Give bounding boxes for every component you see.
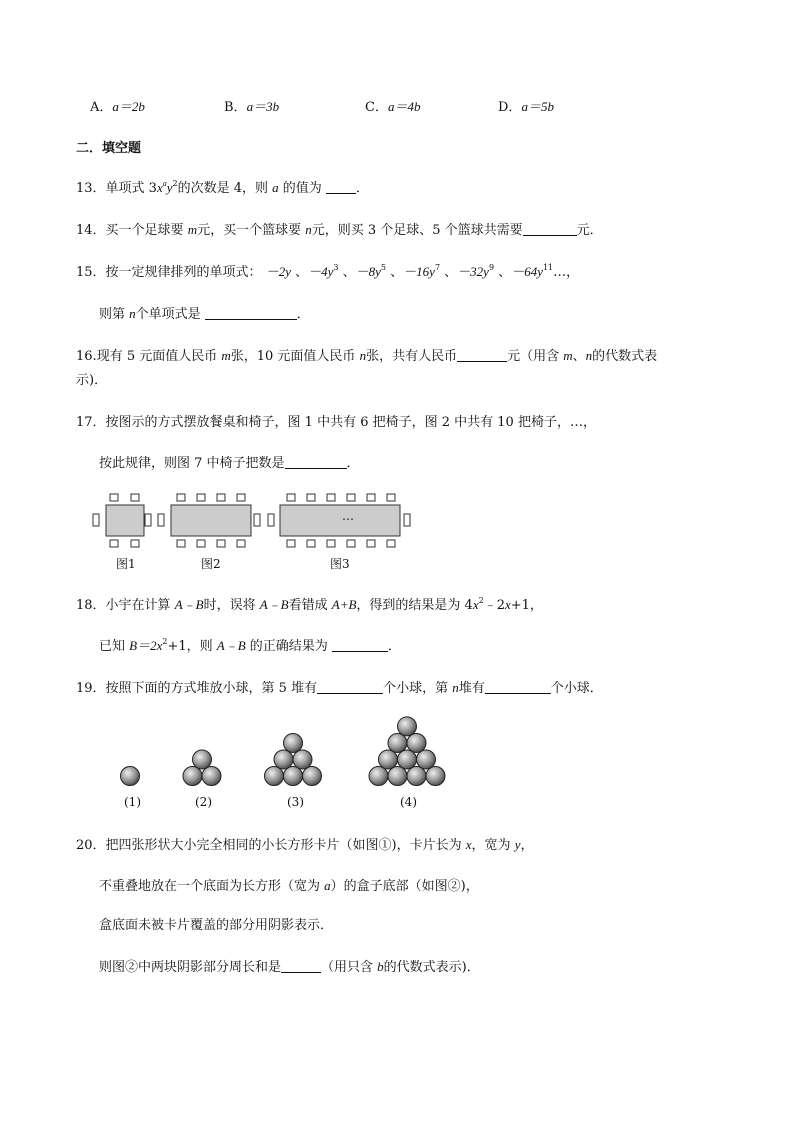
section-title: 二．填空题: [76, 141, 142, 156]
answer-blank[interactable]: [523, 223, 577, 236]
question-18: 18．小宇在计算 A﹣B时，误将 A﹣B看错成 A+B，得到的结果是为 $4x^2﹣2x+1$，: [76, 596, 543, 613]
ball: [274, 750, 293, 769]
answer-blank[interactable]: [332, 639, 388, 652]
answer-blank[interactable]: [285, 456, 347, 469]
ball: [284, 767, 303, 786]
question-20-line2: 不重叠地放在一个底面为长方形（宽为 a）的盒子底部（如图②)，: [99, 878, 479, 894]
question-18-line2: 已知 $B=2x^2+1$，则 A﹣B 的正确结果为 ．: [99, 637, 401, 654]
tables-and-chairs-figure: [88, 490, 468, 550]
figure-caption: 图1: [116, 557, 136, 571]
table-2: [171, 505, 251, 536]
ball: [426, 767, 445, 786]
question-14: 14．买一个足球要 m元，买一个篮球要 n元，则买 3 个足球、5 个篮球共需要 元．: [76, 222, 603, 238]
ball: [183, 767, 202, 786]
answer-blank[interactable]: [205, 307, 297, 320]
ball: [284, 733, 303, 752]
answer-blank[interactable]: [281, 960, 321, 973]
table-1: [106, 505, 144, 536]
ball: [121, 767, 140, 786]
ball: [388, 733, 407, 752]
figure-caption: 图2: [201, 557, 221, 571]
figure-caption: 图3: [330, 557, 350, 571]
question-15-line2: 则第 n个单项式是 ．: [99, 306, 310, 322]
question-17: 17．按图示的方式摆放餐桌和椅子，图 1 中共有 6 把椅子，图 2 中共有 10 把椅子，…，: [76, 415, 596, 430]
question-20-line3: 盒底面未被卡片覆盖的部分用阴影表示．: [99, 918, 334, 933]
question-16-line2: 示)．: [76, 373, 108, 388]
ball-stacks-figure: [110, 710, 460, 790]
ball: [379, 750, 398, 769]
option-c: C．a＝4b: [365, 99, 421, 115]
ball: [193, 750, 212, 769]
table-3: [280, 505, 400, 536]
question-17-line2: 按此规律，则图 7 中椅子把数是 ．: [99, 456, 360, 471]
ball: [293, 750, 312, 769]
ball: [303, 767, 322, 786]
ball: [417, 750, 436, 769]
question-16: 16.现有 5 元面值人民币 m张，10 元面值人民币 n张，共有人民币 元（用含 m、n的代数式表: [76, 348, 658, 364]
answer-blank[interactable]: [317, 681, 383, 694]
monomial-sequence: －2y 、$-4y^3$ 、$-8y^5$ 、$-16y^7$ 、$-32y^9$ 、$-64y^{11}\dots$，: [265, 263, 580, 280]
answer-blank[interactable]: [326, 181, 356, 194]
question-13: 13．单项式 $3x^ay^2$的次数是 4，则 a 的值为 ．: [76, 179, 369, 196]
option-d: D．a＝5b: [498, 99, 554, 115]
option-b: B．a＝3b: [224, 99, 280, 115]
figure-caption: (3): [287, 795, 304, 809]
question-15: 15．按一定规律排列的单项式： －2y 、$-4y^3$ 、$-8y^5$ 、$-16y^7$ 、$-32y^9$ 、$-64y^{11}\dots$，: [76, 263, 580, 280]
ball: [398, 750, 417, 769]
ball: [388, 767, 407, 786]
ball: [369, 767, 388, 786]
question-20: 20．把四张形状大小完全相同的小长方形卡片（如图①)，卡片长为 x，宽为 y，: [76, 837, 534, 853]
question-19: 19．按照下面的方式堆放小球，第 5 堆有 个小球，第 n堆有 个小球．: [76, 680, 603, 696]
figure-caption: (1): [124, 795, 141, 809]
figure-caption: (4): [400, 795, 417, 809]
question-20-line4: 则图②中两块阴影部分周长和是 （用只含 b的代数式表示)．: [99, 959, 480, 975]
ball: [407, 733, 426, 752]
option-a: A．a＝2b: [90, 99, 145, 115]
answer-blank[interactable]: [457, 349, 507, 362]
answer-blank[interactable]: [485, 681, 551, 694]
ball: [265, 767, 284, 786]
ball: [398, 717, 417, 736]
ball: [407, 767, 426, 786]
ellipsis: …: [342, 509, 354, 523]
ball: [202, 767, 221, 786]
figure-caption: (2): [195, 795, 212, 809]
